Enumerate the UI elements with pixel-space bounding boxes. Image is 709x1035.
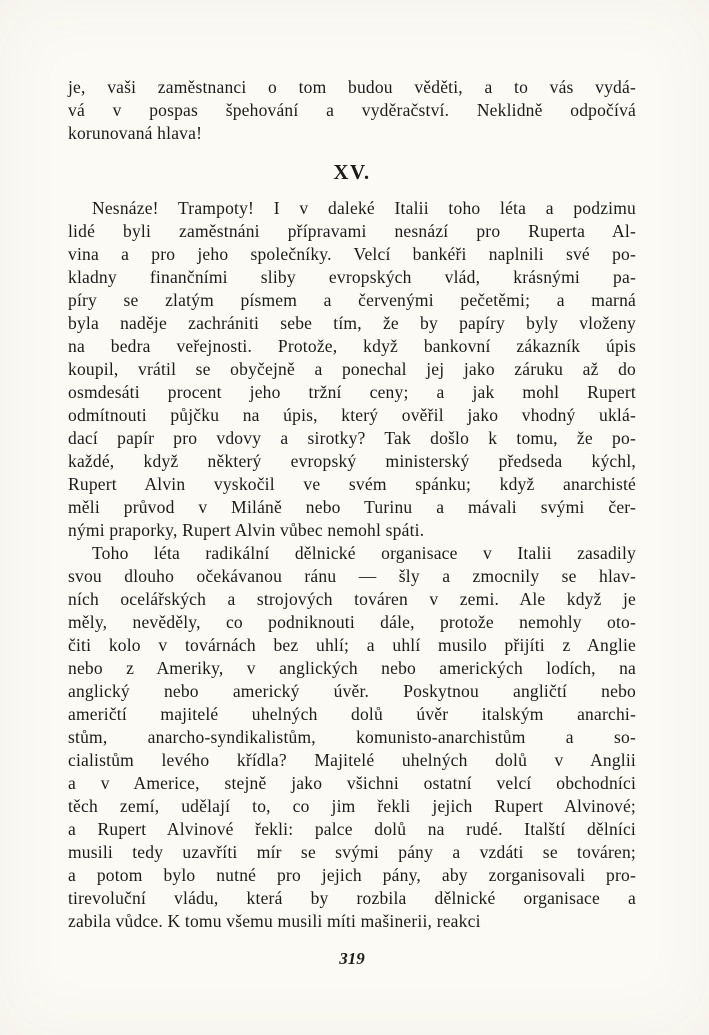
text-line: odmítnouti půjčku na úpis, který ověřil jako vhodný uklá- bbox=[68, 405, 636, 425]
text-line: zabila vůdce. K tomu všemu musili míti mašinerii, reakci bbox=[68, 911, 481, 931]
text-line: na bedra veřejnosti. Protože, když bankovní zákazník úpis bbox=[68, 336, 636, 356]
text-line: osmdesáti procent jeho tržní ceny; a jak mohl Rupert bbox=[68, 382, 636, 402]
text-line: a v Americe, stejně jako všichni ostatní velcí obchodníci bbox=[68, 773, 636, 793]
text-block bbox=[68, 76, 636, 933]
paragraph bbox=[68, 197, 636, 542]
paragraph bbox=[68, 76, 636, 145]
chapter-heading: XV. bbox=[333, 160, 371, 184]
text-line: korunovaná hlava! bbox=[68, 123, 203, 143]
text-line: cialistům levého křídla? Majitelé uhelných dolů v Anglii bbox=[68, 750, 636, 770]
text-line: každé, když některý evropský ministerský předseda kýchl, bbox=[68, 451, 636, 471]
text-line: a potom bylo nutné pro jejich pány, aby zorganisovali pro- bbox=[68, 865, 636, 885]
text-line: Toho léta radikální dělnické organisace v Italii zasadily bbox=[92, 543, 636, 563]
text-line: měli průvod v Miláně nebo Turinu a mávali svými čer- bbox=[68, 497, 636, 517]
text-line: čiti kolo v továrnách bez uhlí; a uhlí musilo přijíti z Anglie bbox=[68, 635, 636, 655]
text-line: stům, anarcho-syndikalistům, komunisto-anarchistům a so- bbox=[68, 727, 636, 747]
text-line: Rupert Alvin vyskočil ve svém spánku; když anarchisté bbox=[68, 474, 636, 494]
text-line: nými praporky, Rupert Alvin vůbec nemohl spáti. bbox=[68, 520, 425, 540]
text-line: američtí majitelé uhelných dolů úvěr italským anarchi- bbox=[68, 704, 636, 724]
text-line: lidé byli zaměstnáni přípravami nesnází pro Ruperta Al- bbox=[68, 221, 636, 241]
text-line: vá v pospas špehování a vyděračství. Neklidně odpočívá bbox=[68, 100, 636, 120]
page-number: 319 bbox=[339, 949, 365, 968]
text-line: tirevoluční vládu, která by rozbila dělnické organisace a bbox=[68, 888, 636, 908]
text-line: měly, nevěděly, co podniknouti dále, protože nemohly oto- bbox=[68, 612, 636, 632]
text-line: kladny finančními sliby evropských vlád, krásnými pa- bbox=[68, 267, 636, 287]
text-line: píry se zlatým písmem a červenými pečetěmi; a marná bbox=[68, 290, 636, 310]
text-line: koupil, vrátil se obyčejně a ponechal jej jako záruku až do bbox=[68, 359, 636, 379]
text-line: Nesnáze! Trampoty! I v daleké Italii toho léta a podzimu bbox=[92, 198, 636, 218]
text-line: těch zemí, udělají to, co jim řekli jejich Rupert Alvinové; bbox=[68, 796, 636, 816]
text-line: byla naděje zachrániti sebe tím, že by papíry byly vloženy bbox=[68, 313, 636, 333]
text-line: anglický nebo americký úvěr. Poskytnou angličtí nebo bbox=[68, 681, 636, 701]
text-line: ních ocelářských a strojových továren v zemi. Ale když je bbox=[68, 589, 636, 609]
text-line: vina a pro jeho společníky. Velcí bankéři naplnili své po- bbox=[68, 244, 636, 264]
text-line: je, vaši zaměstnanci o tom budou věděti, a to vás vydá- bbox=[68, 77, 636, 97]
text-line: a Rupert Alvinové řekli: palce dolů na rudé. Italští dělníci bbox=[68, 819, 636, 839]
text-line: nebo z Ameriky, v anglických nebo amerických lodích, na bbox=[68, 658, 636, 678]
text-line: dací papír pro vdovy a sirotky? Tak došlo k tomu, že po- bbox=[68, 428, 636, 448]
text-line: svou dlouho očekávanou ránu — šly a zmocnily se hlav- bbox=[68, 566, 636, 586]
paragraph bbox=[68, 542, 636, 933]
text-line: musili tedy uzavříti mír se svými pány a vzdáti se továren; bbox=[68, 842, 636, 862]
